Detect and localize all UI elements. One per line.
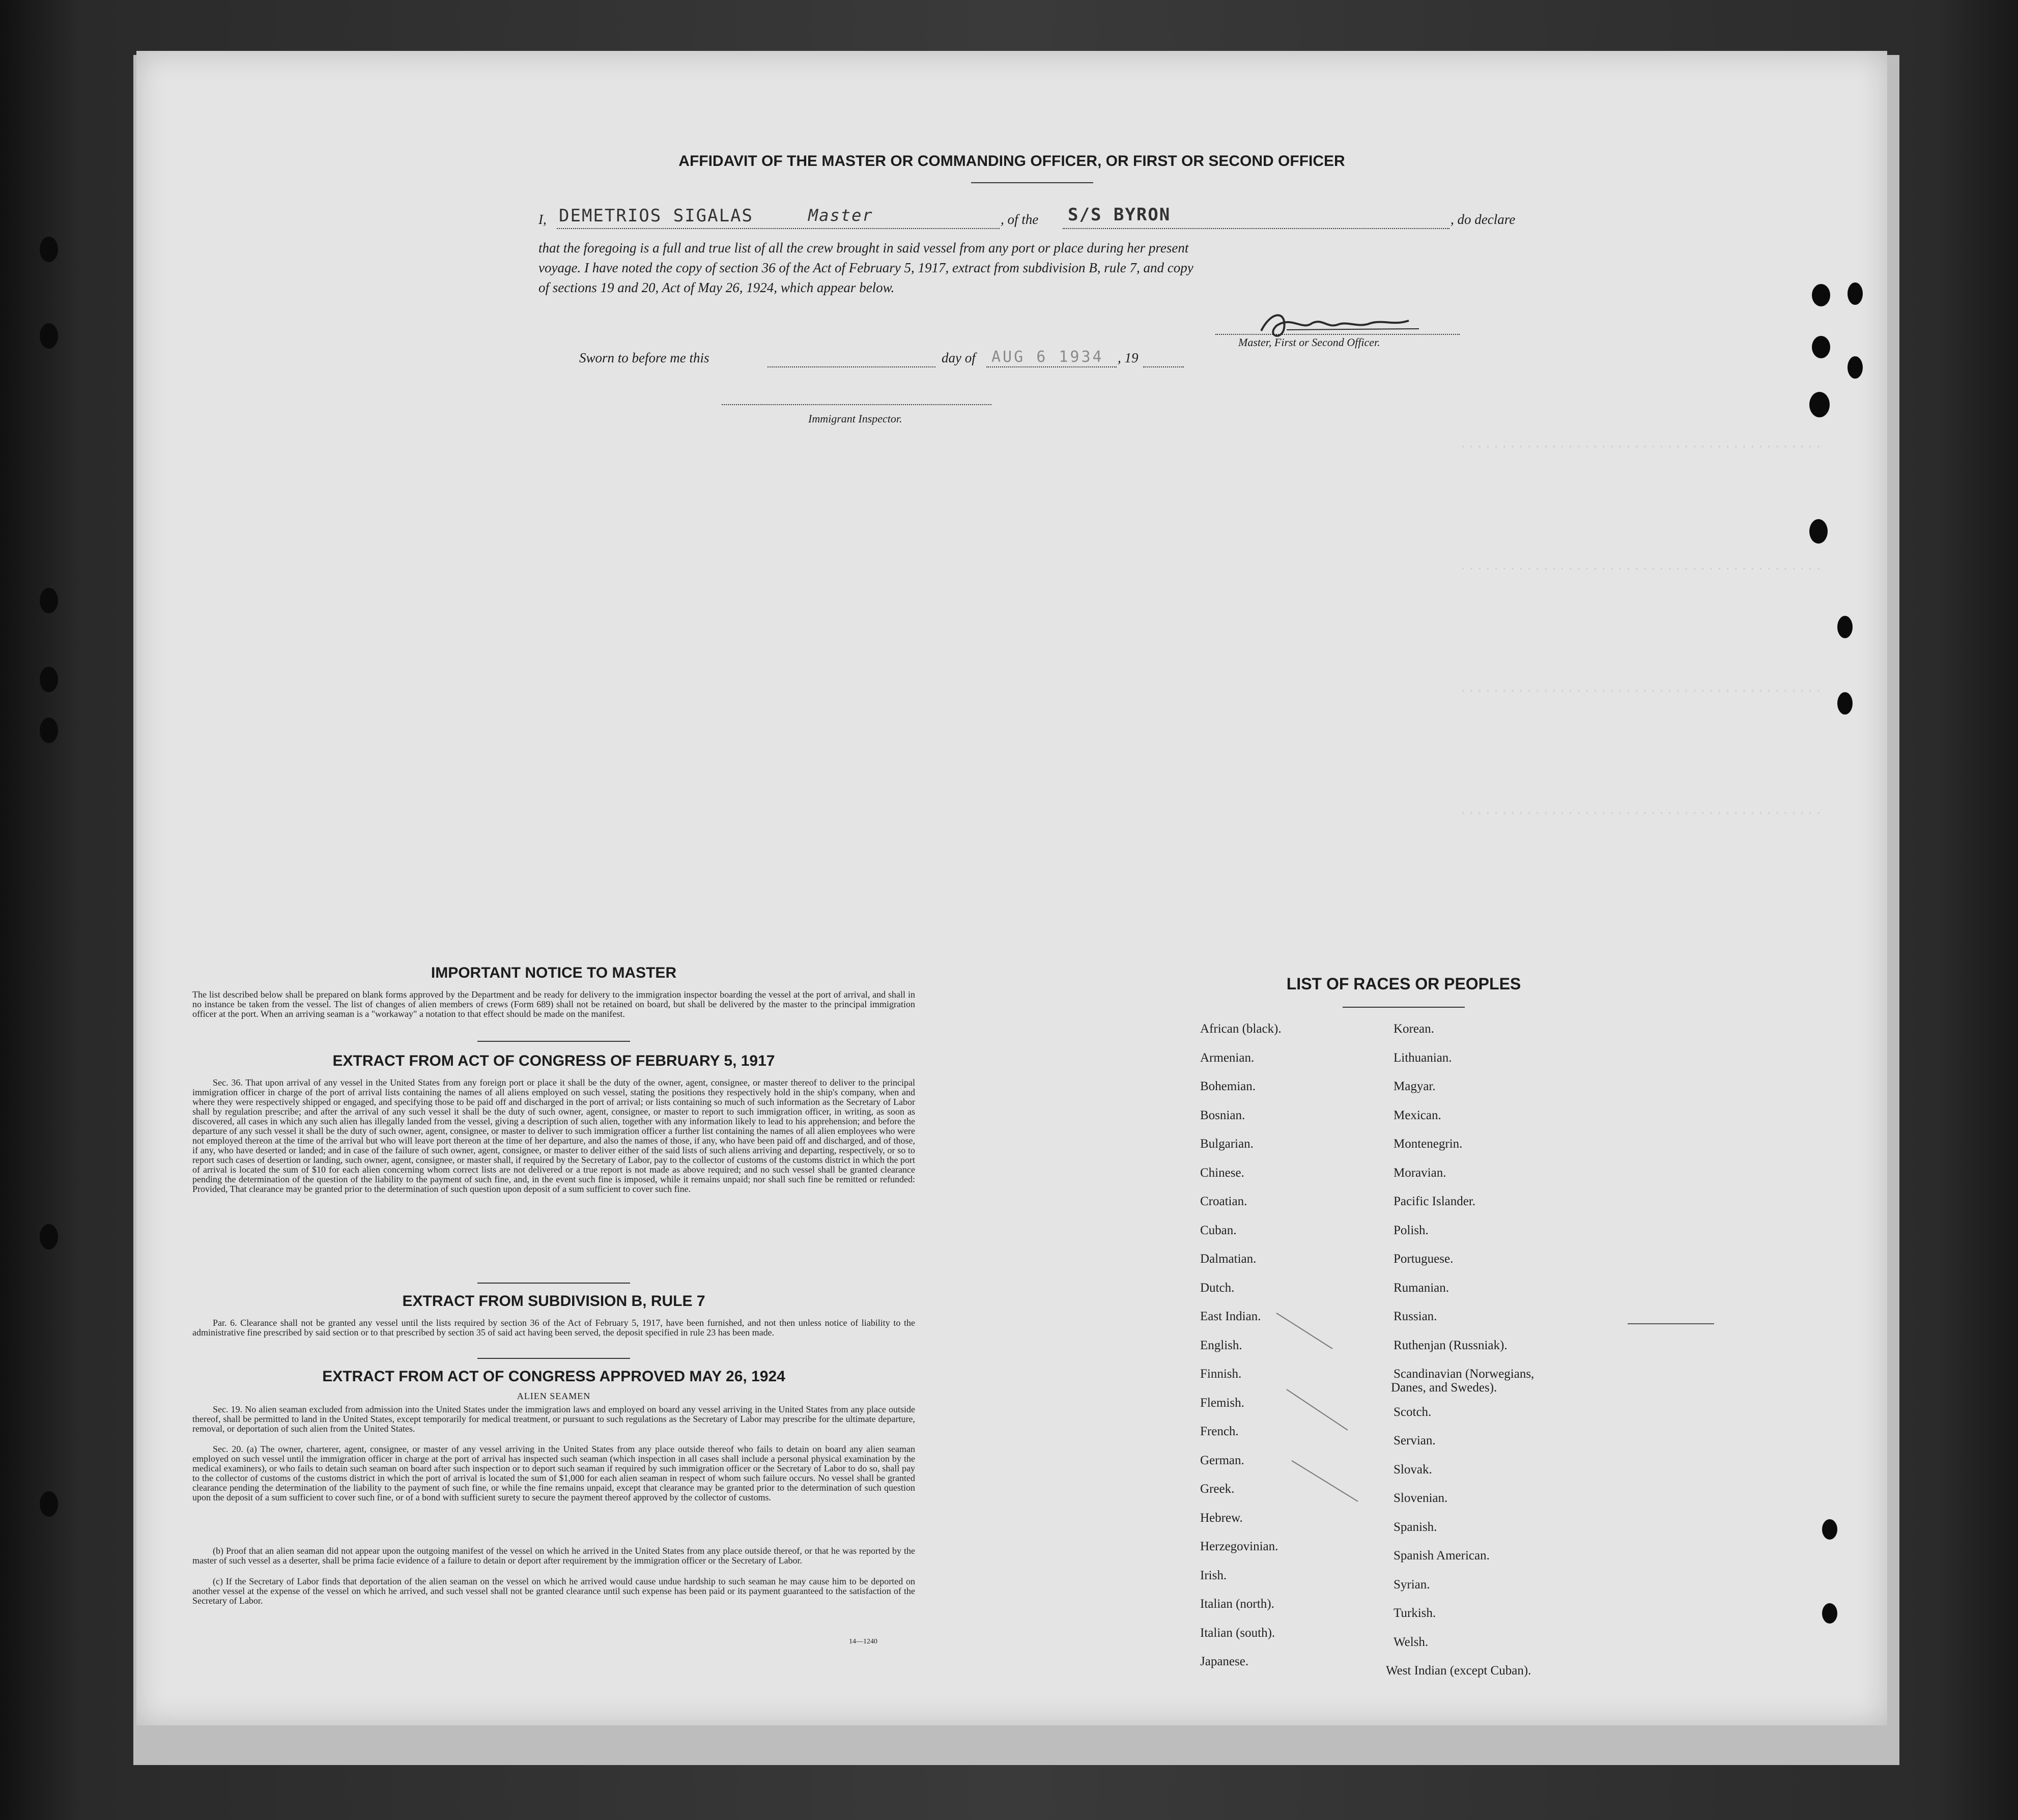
punch-hole	[1848, 282, 1863, 305]
race-item: Bulgarian.	[1200, 1137, 1254, 1151]
race-item: Flemish.	[1200, 1396, 1244, 1410]
of-the-label: , of the	[1001, 212, 1039, 227]
year-prefix: , 19	[1118, 350, 1139, 365]
race-item: Irish.	[1200, 1568, 1227, 1582]
race-item: Croatian.	[1200, 1195, 1247, 1208]
race-item: Herzegovinian.	[1200, 1540, 1278, 1553]
race-item: Chinese.	[1200, 1165, 1244, 1180]
race-item: West Indian (except Cuban).	[1386, 1664, 1531, 1677]
races-divider	[1343, 1007, 1465, 1008]
race-item: Syrian.	[1394, 1577, 1430, 1591]
race-item: Portuguese.	[1394, 1252, 1454, 1266]
i-label: I,	[538, 212, 547, 227]
declaration-line	[538, 205, 1658, 234]
signature-blank	[1215, 334, 1460, 335]
race-item: Turkish.	[1394, 1606, 1436, 1620]
bleed-through-text: ............................................	[1460, 682, 1824, 695]
race-item: Moravian.	[1394, 1165, 1446, 1180]
race-item: Mexican.	[1394, 1108, 1441, 1122]
pencil-marks	[1271, 1308, 1373, 1522]
race-item: Danes, and Swedes).	[1391, 1381, 1497, 1395]
race-item: French.	[1200, 1425, 1239, 1438]
sec19-text: Sec. 19. No alien seaman excluded from admission into the United States under the immigration laws and employed on board any vessel arriving in the United States from any place outside thereof, shall be permitted to land in the United States, except temporarily for medical treatment, or pursuant to such regulations as the Secretary of Labor may prescribe for the ultimate departure, removal, or deportation of such alien from the United States.	[192, 1404, 915, 1434]
inspector-caption: Immigrant Inspector.	[808, 412, 902, 425]
extract-1917-title: EXTRACT FROM ACT OF CONGRESS OF FEBRUARY 5, 1917	[332, 1053, 775, 1069]
form-number: 14—1240	[849, 1638, 877, 1645]
sec20b-text: (b) Proof that an alien seaman did not appear upon the outgoing manifest of the vessel on which he arrived in the United States from any place outside thereof, or that he was reported by the master of such vessel as a deserter, shall be prima facie evidence of a failure to detain or deport after requirement by the immigration officer or the Secretary of Labor.	[192, 1546, 915, 1566]
affidavit-body-line: voyage. I have noted the copy of section 36 of the Act of February 5, 1917, extract from subdivision B, rule 7, and copy	[538, 260, 1193, 275]
race-item: Korean.	[1394, 1022, 1434, 1036]
race-item: Ruthenjan (Russniak).	[1394, 1338, 1508, 1352]
punch-hole	[1848, 356, 1863, 379]
race-item: Bohemian.	[1200, 1079, 1256, 1093]
race-item: Russian.	[1394, 1310, 1437, 1323]
race-item: Servian.	[1394, 1434, 1436, 1447]
race-item: Slovak.	[1394, 1462, 1432, 1476]
binder-hole	[40, 667, 58, 692]
race-item: English.	[1200, 1338, 1242, 1352]
affidavit-body-line: of sections 19 and 20, Act of May 26, 1924, which appear below.	[538, 280, 895, 295]
race-item: Scotch.	[1394, 1405, 1432, 1419]
race-item: East Indian.	[1200, 1310, 1261, 1323]
signature-caption: Master, First or Second Officer.	[1238, 336, 1380, 349]
notice-text: The list described below shall be prepared on blank forms approved by the Department and be ready for delivery to the immigration inspector boarding the vessel at the port of arrival, and shall in no instance be taken from the vessel. The list of changes of alien members of crews (Form 689) shall not be retained on board, but shall be delivered by the master to the principal immigration officer at the port. When an arriving seaman is a "workaway" a notation to that effect should be made on the manifest.	[192, 989, 915, 1019]
race-item: Armenian.	[1200, 1050, 1255, 1065]
punch-hole	[1809, 519, 1828, 544]
section-divider	[477, 1358, 630, 1359]
year-blank	[1143, 366, 1184, 367]
binder-hole	[40, 1224, 58, 1249]
race-item: Welsh.	[1394, 1635, 1429, 1649]
race-item: Cuban.	[1200, 1223, 1237, 1237]
sec20c-text: (c) If the Secretary of Labor finds that deportation of the alien seaman on the vessel on which he arrived would cause undue hardship to such seaman he may cause him to be deported on another vessel at the expense of the vessel on which he arrived, and such vessel shall not be granted clearance until such expense has been paid or its payment guaranteed to the satisfaction of the Secretary of Labor.	[192, 1576, 915, 1606]
race-item: Italian (south).	[1200, 1626, 1275, 1640]
punch-hole	[1822, 1519, 1837, 1540]
race-item: Japanese.	[1200, 1655, 1249, 1668]
race-item: Spanish American.	[1394, 1549, 1490, 1562]
month-blank	[986, 366, 1117, 367]
extract-1924-subtitle: ALIEN SEAMEN	[517, 1391, 591, 1401]
day-of-label: day of	[942, 350, 976, 365]
binder-hole	[40, 588, 58, 613]
punch-hole	[1809, 392, 1830, 417]
punch-hole	[1812, 336, 1830, 358]
affidavit-title: AFFIDAVIT OF THE MASTER OR COMMANDING OFFICER, OR FIRST OR SECOND OFFICER	[678, 153, 1345, 169]
sec20a-text: Sec. 20. (a) The owner, charterer, agent, consignee, or master of any vessel arriving in the United States from any place outside thereof who fails to detain on board any alien seaman employed on such vessel until the immigration officer in charge at the port of arrival has inspected such seaman (which inspection in all cases shall include a personal physical examination by the medical examiners), or who fails to detain such seaman on board after such inspection or to deport such seaman if required by such immigration officer or the Secretary of Labor to do so, shall pay to the collector of customs of the customs district in which the port of arrival is located the sum of $1,000 for each alien seaman in respect of whom such failure occurs. No vessel shall be granted clearance pending the determination of the liability to the payment of such fine, or while the fine remains unpaid, except that clearance may be granted prior to the determination of such question upon the deposit of a sum sufficient to cover such fine, or of a bond with sufficient surety to secure the payment thereof approved by the collector of customs.	[192, 1444, 915, 1502]
inspector-blank	[722, 404, 991, 405]
race-item: Rumanian.	[1394, 1281, 1449, 1295]
title-divider	[971, 182, 1093, 183]
punch-hole	[1812, 284, 1830, 306]
race-item: Magyar.	[1394, 1079, 1436, 1093]
race-item: Spanish.	[1394, 1520, 1437, 1534]
punch-hole	[1837, 616, 1853, 638]
race-item: Greek.	[1200, 1482, 1235, 1496]
race-item: Bosnian.	[1200, 1108, 1245, 1122]
race-item: Montenegrin.	[1394, 1137, 1463, 1151]
vessel-blank	[1063, 228, 1449, 229]
notice-title: IMPORTANT NOTICE TO MASTER	[431, 964, 677, 981]
punch-hole	[1837, 692, 1853, 715]
rule7-title: EXTRACT FROM SUBDIVISION B, RULE 7	[402, 1293, 705, 1310]
master-name: DEMETRIOS SIGALAS	[559, 206, 753, 226]
race-item: Polish.	[1394, 1223, 1429, 1237]
race-item: Hebrew.	[1200, 1511, 1243, 1525]
race-item: Slovenian.	[1394, 1491, 1448, 1505]
affidavit-body	[538, 238, 1658, 298]
extract-1924-title: EXTRACT FROM ACT OF CONGRESS APPROVED MAY 26, 1924	[322, 1368, 785, 1385]
section-divider	[477, 1283, 630, 1284]
bleed-through-text: ............................................	[1460, 438, 1824, 450]
do-declare-label: , do declare	[1451, 212, 1516, 227]
day-blank	[768, 366, 935, 367]
rule7-text: Par. 6. Clearance shall not be granted any vessel until the lists required by section 36 of the Act of February 5, 1917, have been furnished, and not then unless notice of liability to the administrative fine prescribed by said section or to that prescribed by section 35 of said act having been served, the deposit specified in rule 23 has been made.	[192, 1318, 915, 1338]
binder-hole	[40, 1491, 58, 1517]
races-title: LIST OF RACES OR PEOPLES	[1286, 975, 1521, 993]
race-item: Pacific Islander.	[1394, 1195, 1476, 1208]
sworn-line	[579, 350, 1394, 376]
extract-1917-text: Sec. 36. That upon arrival of any vessel in the United States from any foreign port or place it shall be the duty of the owner, agent, consignee, or master thereof to deliver to the principal immigration officer in charge of the port of arrival lists containing the names of all aliens employed on such vessel, stating the positions they respectively hold in the ship's company, when and where they were respectively shipped or engaged, and specifying those to be paid off and discharged in the port of arrival; or lists containing so much of such information as the Secretary of Labor shall by regulation prescribe; and after the arrival of any such vessel it shall be the duty of such owner, agent, consignee, or master to report to such immigration officer, in writing, as soon as discovered, all cases in which any such alien has illegally landed from the vessel, giving a description of such alien, together with any information likely to lead to his apprehension; and before the departure of any such vessel it shall be the duty of such owner, agent, consignee, or master to deliver to such immigration officer a further list containing the names of all alien employees who were not employed thereon at the time of the arrival but who will leave port thereon at the time of her departure, and also the names of those, if any, who have been paid off and discharged, and of those, if any, who have deserted or landed; and in case of the failure of such owner, agent, consignee, or master to deliver either of the said lists of such aliens arriving and departing, respectively, or so to report such cases of desertion or landing, such owner, agent, consignee, or master shall, if required by the Secretary of Labor, pay to the collector of customs of the customs district in which the port of arrival is located the sum of $10 for each alien concerning whom correct lists are not delivered or a true report is not made as above required; and no such vessel shall be granted clearance pending the determination of the question of the liability to the payment of such fine, and, in the event such fine is imposed, while it remains unpaid; nor shall such fine be remitted or refunded: Provided, That clearance may be granted prior to the determination of such question upon deposit of a sum sufficient to cover such fine.	[192, 1077, 915, 1194]
race-item: German.	[1200, 1453, 1244, 1467]
vessel-name: S/S BYRON	[1068, 205, 1171, 225]
race-item: Italian (north).	[1200, 1597, 1274, 1611]
punch-hole	[1822, 1603, 1837, 1624]
pencil-line	[1628, 1323, 1714, 1324]
race-item: African (black).	[1200, 1022, 1282, 1036]
binder-hole	[40, 718, 58, 743]
binder-hole	[40, 323, 58, 349]
manifest-page	[136, 51, 1887, 1725]
race-item: Dalmatian.	[1200, 1252, 1257, 1266]
name-blank	[557, 228, 1000, 229]
section-divider	[477, 1041, 630, 1042]
rank: Master	[808, 206, 873, 225]
binder-hole	[40, 237, 58, 262]
race-item: Dutch.	[1200, 1281, 1235, 1295]
race-item: Finnish.	[1200, 1367, 1242, 1381]
race-item: Lithuanian.	[1394, 1050, 1452, 1065]
race-item: Scandinavian (Norwegians,	[1394, 1367, 1534, 1381]
date-stamp: AUG 6 1934	[991, 348, 1104, 366]
sworn-label: Sworn to before me this	[579, 350, 709, 365]
bleed-through-text: ............................................	[1460, 560, 1824, 573]
affidavit-body-line: that the foregoing is a full and true list of all the crew brought in said vessel from any port or place during her present	[538, 240, 1189, 255]
bleed-through-text: ............................................	[1460, 804, 1824, 817]
